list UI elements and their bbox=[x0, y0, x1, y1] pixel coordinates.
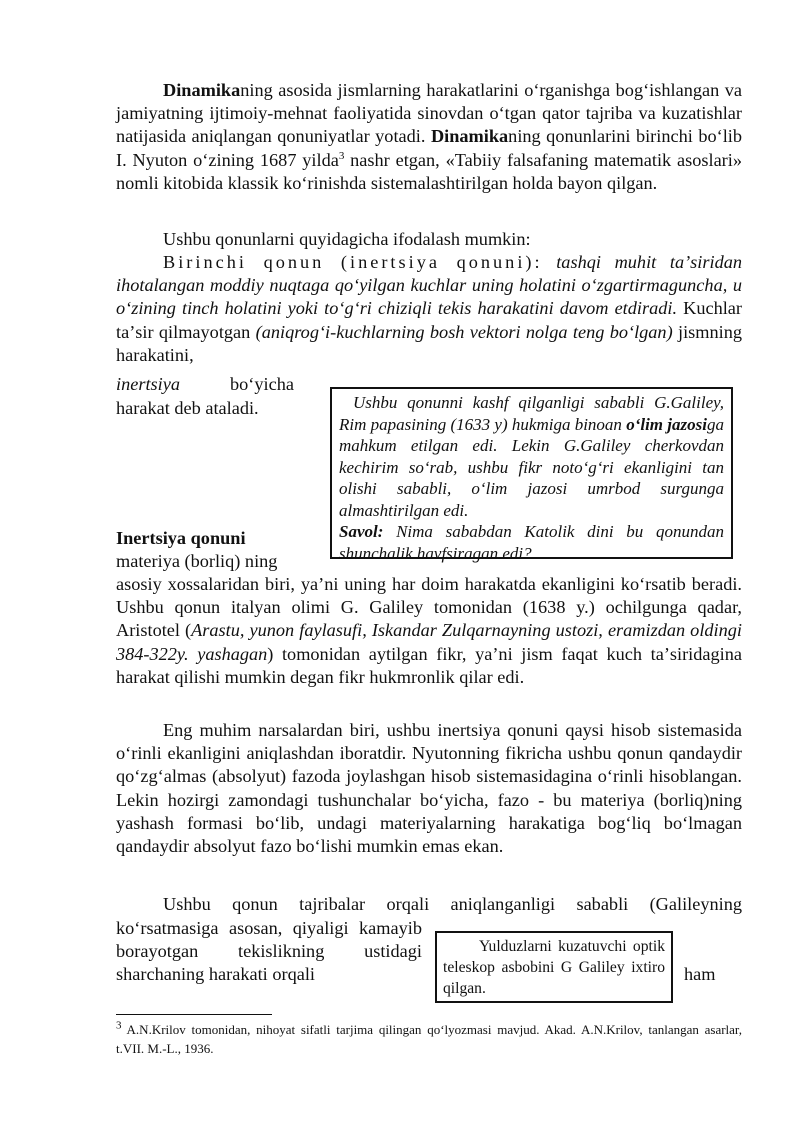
footnote-ref: 3 bbox=[338, 149, 345, 162]
galileo-note-box bbox=[330, 387, 733, 563]
paragraph-laws-intro: Ushbu qonunlarni quyidagicha ifodalash mumkin: bbox=[163, 229, 531, 249]
text: ning asosida jismlarning harakatlarini oʻrganishga bogʻishlangan va jamiyatning ijtimoiy-mehnat faoliyatida sinovdan oʻtgan qator tajriba va kuzatishlar natijasida aniqlangan qonuniyatlar yotadi. bbox=[116, 80, 742, 147]
term-inertia-law: Inertsiya qonuni bbox=[116, 528, 246, 548]
footnote-divider bbox=[116, 1014, 272, 1015]
question-text: Nima sababdan Katolik dini bu qonundan shunchalik havfsiragan edi? bbox=[339, 522, 724, 563]
telescope-note-text: Yulduzlarni kuzatuvchi optik teleskop asbobini G Galiley ixtiro qilgan. bbox=[443, 938, 665, 997]
paragraph-reference-frame: Eng muhim narsalardan biri, ushbu inertsiya qonuni qaysi hisob sistemasida oʻrinli ekanligini aniqlashdan iboratdir. Nyutonning fikricha ushbu qonun qandaydir qoʻzgʻalmas (absolyut) fazoda joylashgan hisob sistemasidagina oʻrinli hisoblangan. Lekin hozirgi zamondagi tushunchalar boʻyicha, fazo - bu materiya (borliq)ning yashash formasi boʻlib, undagi materiyalarning harakatiga bogʻliq boʻlmagan qandaydir absolyut fazo boʻlishi mumkin emas ekan. bbox=[116, 720, 742, 857]
aristotle-note: Arastu, yunon faylasufi, Iskandar Zulqarnayning ustozi, eramizdan oldingi 384-322y. yashagan bbox=[116, 620, 742, 664]
telescope-note-box bbox=[435, 931, 673, 1003]
line-materiya: materiya (borliq) ning bbox=[116, 551, 278, 571]
footnote-text: A.N.Krilov tomonidan, nihoyat sifatli tarjima qilingan qoʻlyozmasi mavjud. Akad. A.N.Krilov, tanlangan asarlar, t.VII. M.-L., 1936. bbox=[116, 1022, 742, 1056]
text: asosiy xossalaridan biri, yaʼni uning har doim harakatda ekanligini koʻrsatib beradi. Ushbu qonun italyan olimi G. Galiley tomonidan (1638 y.) ochilgunga qadar, Aristotel ( bbox=[116, 574, 742, 641]
paragraph-dynamics-intro bbox=[116, 79, 742, 195]
term-inertsiya: inertsiya bbox=[116, 374, 180, 394]
text: ga mahkum etilgan edi. Lekin G.Galiley cherkovdan kechirim soʻrab, ushbu fikr notoʻgʻri ekanligini tan olishi sababli, oʻlim jazosi umrbod surgunga almashtirilgan edi. bbox=[339, 414, 724, 520]
first-law-heading: Birinchi qonun (inertsiya qonuni): bbox=[163, 252, 543, 272]
line-inertsiya bbox=[116, 373, 312, 396]
paragraph-first-law bbox=[116, 251, 742, 367]
text: jismning harakatini, bbox=[116, 321, 742, 365]
word-ham: ham bbox=[684, 964, 716, 984]
line-experiments: Ushbu qonun tajribalar orqali aniqlanganligi sababli (Galileyning bbox=[163, 894, 742, 914]
question-label: Savol: bbox=[339, 522, 384, 541]
line-harakat: harakat deb ataladi. bbox=[116, 398, 259, 418]
term-dinamika: Dinamika bbox=[430, 126, 509, 147]
emphasis-death-penalty: oʻlim jazosi bbox=[626, 414, 707, 434]
footnote-number: 3 bbox=[116, 1019, 122, 1032]
paragraph-experiments: koʻrsatmasiga asosan, qiyaligi kamayib borayotgan tekislikning ustidagi sharchaning harakati orqali bbox=[116, 918, 422, 985]
footnote bbox=[116, 1020, 742, 1058]
italic-note: (aniqrogʻi-kuchlarning bosh vektori nolga teng boʻlgan) bbox=[255, 321, 673, 342]
text: boʻyicha bbox=[230, 374, 294, 394]
first-law-statement: tashqi muhit taʼsiridan ihotalangan moddiy nuqtaga qoʻyilgan kuchlar uning holatini oʻzgartirmaguncha, u oʻzining tinch holatini yoki toʻgʻri chiziqli tekis harakatini davom etdiradi. bbox=[116, 252, 742, 319]
term-dinamika: Dinamika bbox=[163, 80, 241, 100]
text: ning qonunlarini birinchi boʻlib I. Nyuton oʻzining 1687 yilda bbox=[116, 126, 743, 170]
paragraph-inertia-law bbox=[116, 573, 742, 689]
text: ) tomonidan aytilgan fikr, yaʼni jism faqat kuch taʼsiridagina harakat qilishi mumkin degan fikr hukmronlik qilar edi. bbox=[116, 643, 742, 687]
text: Kuchlar taʼsir qilmayotgan bbox=[116, 298, 742, 342]
text: Ushbu qonunni kashf qilganligi sababli G.Galiley, Rim papasining (1633 y) hukmiga binoan bbox=[339, 393, 724, 434]
text: nashr etgan, «Tabiiy falsafaning matematik asoslari» nomli kitobida klassik koʻrinishda sistemalashtirilgan holda bayon qilgan. bbox=[116, 149, 742, 193]
